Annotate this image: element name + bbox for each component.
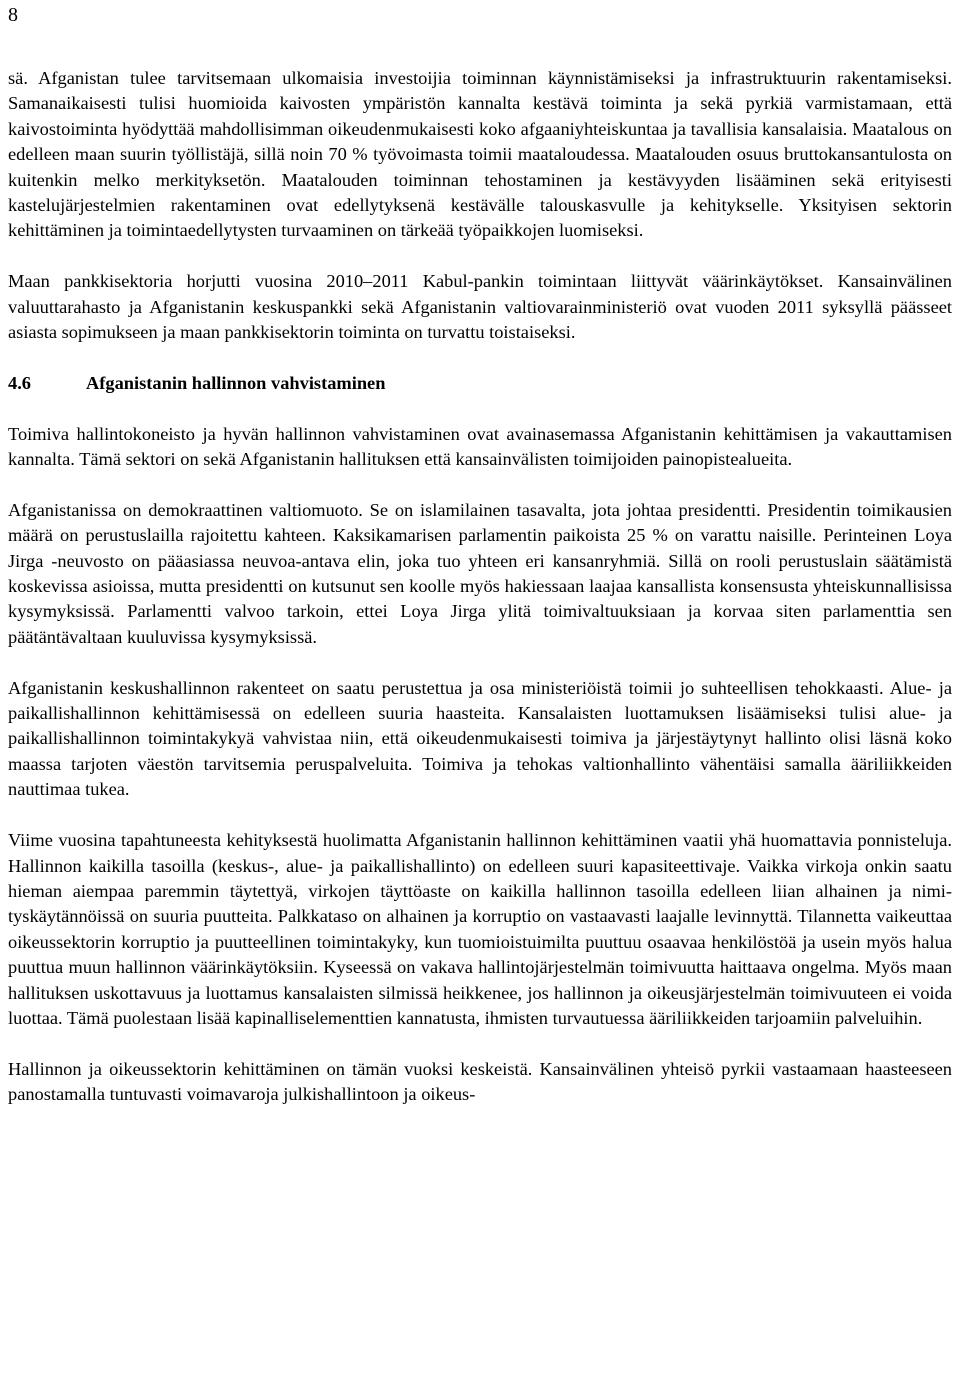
- page-number: 8: [8, 4, 18, 26]
- paragraph-justice-sector: Hallinnon ja oikeussektorin kehittäminen on tämän vuoksi keskeistä. Kansainvälinen yhteisö pyrkii vastaamaan haasteeseen panostamalla tuntuvasti voimavaroja julkishallintoon ja oikeus-: [8, 1058, 952, 1105]
- paragraph-governance-intro: Toimiva hallintokoneisto ja hyvän hallinnon vahvistaminen ovat avainasemassa Afganistanin kehittämisen ja vakauttamisen kannalta. Tämä sektori on sekä Afganistanin hallituksen että kansainvälisten toimijoiden painopistealueita.: [8, 423, 952, 470]
- page-body: [8, 66, 952, 1133]
- section-number: 4.6: [8, 372, 31, 393]
- paragraph-state-form: Afganistanissa on demokraattinen valtiomuoto. Se on islamilainen tasavalta, jota johtaa presidentti. Presidentin toimikausien määrä on perustuslailla rajoitettu kahteen. Kaksikamarisen parlamentin paikoista 25 % on varattu naisille. Perinteinen Loya Jirga -neuvosto on pääasiassa neuvoa-antava elin, joka tuo yhteen eri kansanryhmiä. Sillä on rooli perustuslain säätämistä koskevissa asioissa, mutta presidentti on kutsunut sen koolle myös hakiessaan laajaa kansallista konsensusta yhteiskunnallisissa kysymyksissä. Parlamentti valvoo tarkoin, ettei Loya Jirga ylitä toimivaltuuksiaan ja korvaa siten parlamenttia sen päätäntävaltaan kuuluvissa kysymyksissä.: [8, 499, 952, 647]
- paragraph-mining-agriculture: sä. Afganistan tulee tarvitsemaan ulkomaisia investoijia toiminnan käynnistämiseksi ja infrastruktuurin rakentamiseksi. Samanaikaisesti tulisi huomioida kaivosten ympäristön kannalta kestävä toiminta ja sekä pyrkiä varmistamaan, että kaivostoiminta hyödyttää mahdollisimman oikeudenmukaisesti koko afgaaniyhteiskuntaa ja tavallisia kansalaisia. Maatalous on edelleen maan suurin työllistäjä, sillä noin 70 % työvoimasta toimii maataloudessa. Maatalouden osuus bruttokansantulosta on kuitenkin melko merkityksetön. Maatalouden toiminnan tehostaminen ja kestävyyden lisääminen sekä erityisesti kastelujärjestelmien rakentaminen ovat edellytyksenä kestävälle talouskasvulle ja kehitykselle. Yksityisen sektorin kehittäminen ja toimintaedellytysten turvaaminen on tärkeää työpaikkojen luomiseksi.: [8, 68, 952, 241]
- section-title: Afganistanin hallinnon vahvistaminen: [86, 372, 386, 393]
- section-heading: [8, 371, 952, 396]
- paragraph-central-administration: Afganistanin keskushallinnon rakenteet on saatu perustettua ja osa ministeriöistä toimii jo suhteellisen tehokkaasti. Alue- ja paikallishallinnon kehittämisessä on edelleen suuria haasteita. Kansalaisten luottamuksen lisäämiseksi tulisi alue- ja paikallishallinnon toimintakykyä vahvistaa niin, että oikeudenmukaisesti toimiva ja järjestäytynyt hallinto olisi läsnä koko maassa tarjoten väestön tarvitsemia peruspalveluita. Toimiva ja tehokas valtionhallinto vähentäisi samalla ääriliikkeiden nauttimaa tukea.: [8, 677, 952, 800]
- paragraph-banking-sector: Maan pankkisektoria horjutti vuosina 2010–2011 Kabul-pankin toimintaan liittyvät väärinkäytökset. Kansainvälinen valuuttarahasto ja Afganistanin keskuspankki sekä Afganistanin valtiovarainministeriö ovat vuoden 2011 syksyllä päässeet asiasta sopimukseen ja maan pankkisektorin toiminta on turvattu toistaiseksi.: [8, 271, 952, 343]
- paragraph-development-challenges: Viime vuosina tapahtuneesta kehityksestä huolimatta Afganistanin hallinnon kehittäminen vaatii yhä huomattavia ponnisteluja. Hallinnon kaikilla tasoilla (keskus-, alue- ja paikallishallinto) on edelleen suuri kapasiteettivaje. Vaikka virkoja onkin saatu hieman aiempaa paremmin täytettyä, virkojen täyttöaste on kaikilla hallinnon tasoilla edelleen liian alhainen ja nimityskäytännöissä on suuria puutteita. Palkkataso on alhainen ja korruptio on vastaavasti laajalle levinnyttä. Tilannetta vaikeuttaa oikeussektorin korruptio ja puutteellinen toimintakyky, kun tuomioistuimilta puuttuu osaavaa henkilöstöä ja usein myös halua puuttua muun hallinnon väärinkäytöksiin. Kyseessä on vakava hallintojärjestelmän toimivuutta haittaava ongelma. Myös maan hallituksen uskottavuus ja luottamus kansalaisten silmissä heikkenee, jos hallinnon ja oikeusjärjestelmän toimivuuteen ei voida luottaa. Tämä puolestaan lisää kapinalliselementtien kannatusta, ihmisten turvautuessa ääriliikkeiden tarjoamiin palveluihin.: [8, 830, 952, 1028]
